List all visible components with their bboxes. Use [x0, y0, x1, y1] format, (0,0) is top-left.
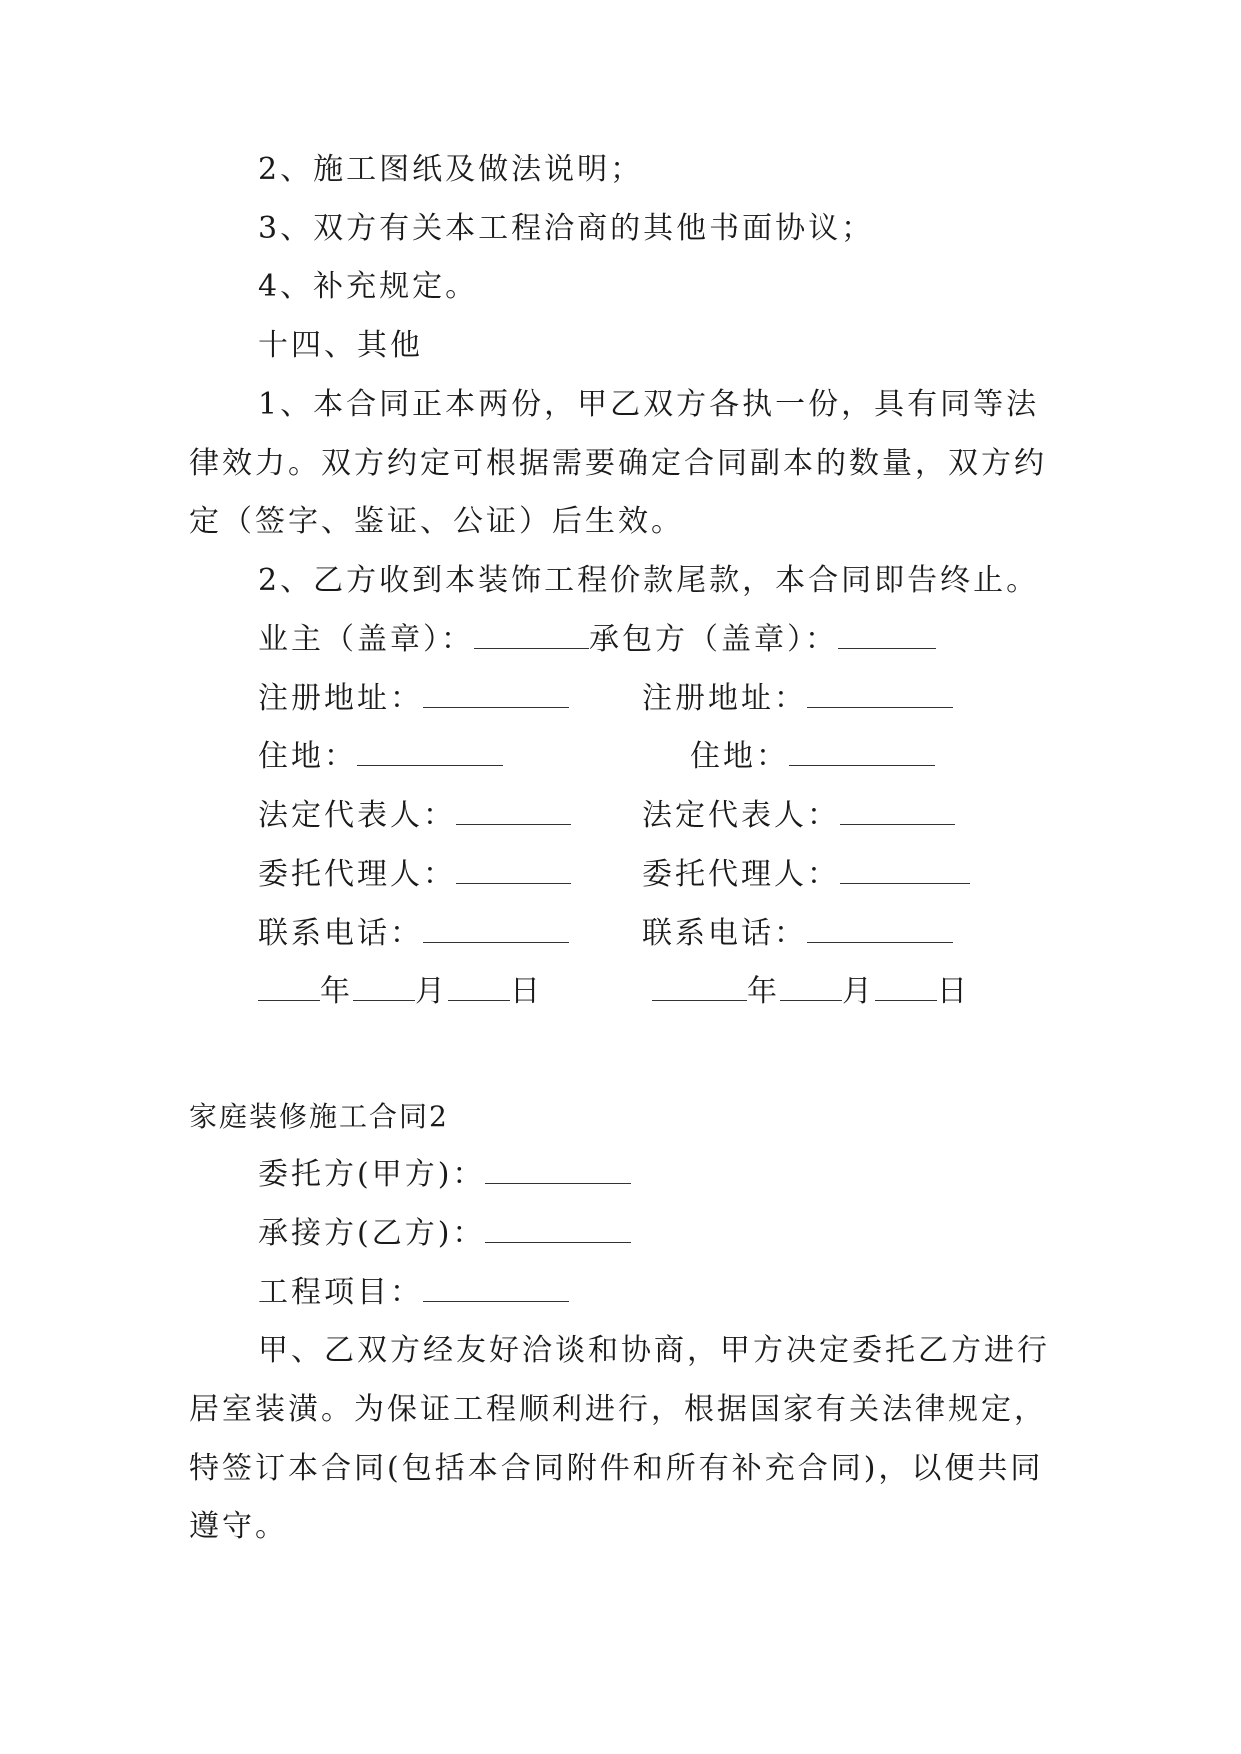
contractor-seal-label: 承包方（盖章）： [589, 622, 838, 657]
left-year-label: 年 [320, 974, 353, 1009]
right-address-label: 注册地址： [642, 681, 807, 716]
right-legal-rep-blank [840, 798, 955, 825]
contractor-seal-blank [838, 622, 936, 649]
paragraph-2: 2、乙方收到本装饰工程价款尾款，本合同即告终止。 [258, 563, 1040, 598]
right-residence-blank [789, 739, 935, 766]
left-legal-rep-row [258, 796, 571, 836]
owner-seal-label: 业主（盖章）： [258, 622, 474, 657]
right-residence-label: 住地： [690, 739, 789, 774]
list-item-drawings: 2、施工图纸及做法说明； [258, 152, 644, 187]
left-day-label: 日 [510, 974, 543, 1009]
right-phone-label: 联系电话： [642, 916, 807, 951]
left-address-label: 注册地址： [258, 681, 423, 716]
right-month-label: 月 [842, 974, 875, 1009]
left-address-row [258, 679, 569, 719]
intro-line-1: 甲、乙双方经友好洽谈和协商，甲方决定委托乙方进行 [258, 1333, 1050, 1368]
left-phone-blank [423, 916, 569, 943]
intro-line-3: 特签订本合同(包括本合同附件和所有补充合同)，以便共同 [189, 1451, 1044, 1486]
project-label: 工程项目： [258, 1275, 423, 1310]
right-day-label: 日 [937, 974, 970, 1009]
list-item-agreements: 3、双方有关本工程洽商的其他书面协议； [258, 211, 875, 246]
right-year-label: 年 [747, 974, 780, 1009]
right-day-blank [875, 974, 937, 1001]
left-residence-blank [357, 739, 503, 766]
left-phone-row [258, 914, 569, 954]
left-agent-blank [456, 857, 571, 884]
intro-line-2: 居室装潢。为保证工程顺利进行，根据国家有关法律规定， [189, 1392, 1047, 1427]
contractor-label: 承接方(乙方)： [258, 1216, 486, 1251]
contract-2-title: 家庭装修施工合同2 [189, 1100, 449, 1133]
left-residence-row [258, 737, 503, 777]
left-month-blank [353, 974, 415, 1001]
client-blank [485, 1157, 631, 1184]
right-address-blank [807, 681, 953, 708]
left-legal-rep-label: 法定代表人： [258, 798, 456, 833]
contractor-blank [485, 1216, 631, 1243]
left-month-label: 月 [415, 974, 448, 1009]
right-legal-rep-label: 法定代表人： [642, 798, 840, 833]
right-legal-rep-row [642, 796, 955, 836]
right-month-blank [780, 974, 842, 1001]
intro-line-4: 遵守。 [189, 1509, 288, 1544]
paragraph-1-line-1: 1、本合同正本两份，甲乙双方各执一份，具有同等法 [258, 387, 1040, 422]
right-year-blank [652, 974, 747, 1001]
section-heading-other: 十四、其他 [258, 328, 423, 363]
left-date-row [258, 972, 543, 1012]
paragraph-1-line-3: 定（签字、鉴证、公证）后生效。 [189, 504, 684, 539]
client-label: 委托方(甲方)： [258, 1157, 486, 1192]
left-agent-row [258, 855, 571, 895]
right-agent-label: 委托代理人： [642, 857, 840, 892]
right-phone-row [642, 914, 953, 954]
paragraph-1-line-2: 律效力。双方约定可根据需要确定合同副本的数量，双方约 [189, 446, 1047, 481]
list-item-supplement: 4、补充规定。 [258, 269, 479, 304]
left-address-blank [423, 681, 569, 708]
right-agent-blank [840, 857, 970, 884]
client-row [258, 1155, 631, 1195]
project-row [258, 1273, 569, 1313]
seal-row [258, 620, 936, 660]
left-legal-rep-blank [456, 798, 571, 825]
left-agent-label: 委托代理人： [258, 857, 456, 892]
right-phone-blank [807, 916, 953, 943]
left-phone-label: 联系电话： [258, 916, 423, 951]
right-agent-row [642, 855, 970, 895]
right-date-row [652, 972, 970, 1012]
contractor-row [258, 1214, 631, 1254]
owner-seal-blank [474, 622, 589, 649]
left-year-blank [258, 974, 320, 1001]
right-residence-row [690, 737, 935, 777]
right-address-row [642, 679, 953, 719]
left-day-blank [448, 974, 510, 1001]
project-blank [423, 1275, 569, 1302]
left-residence-label: 住地： [258, 739, 357, 774]
